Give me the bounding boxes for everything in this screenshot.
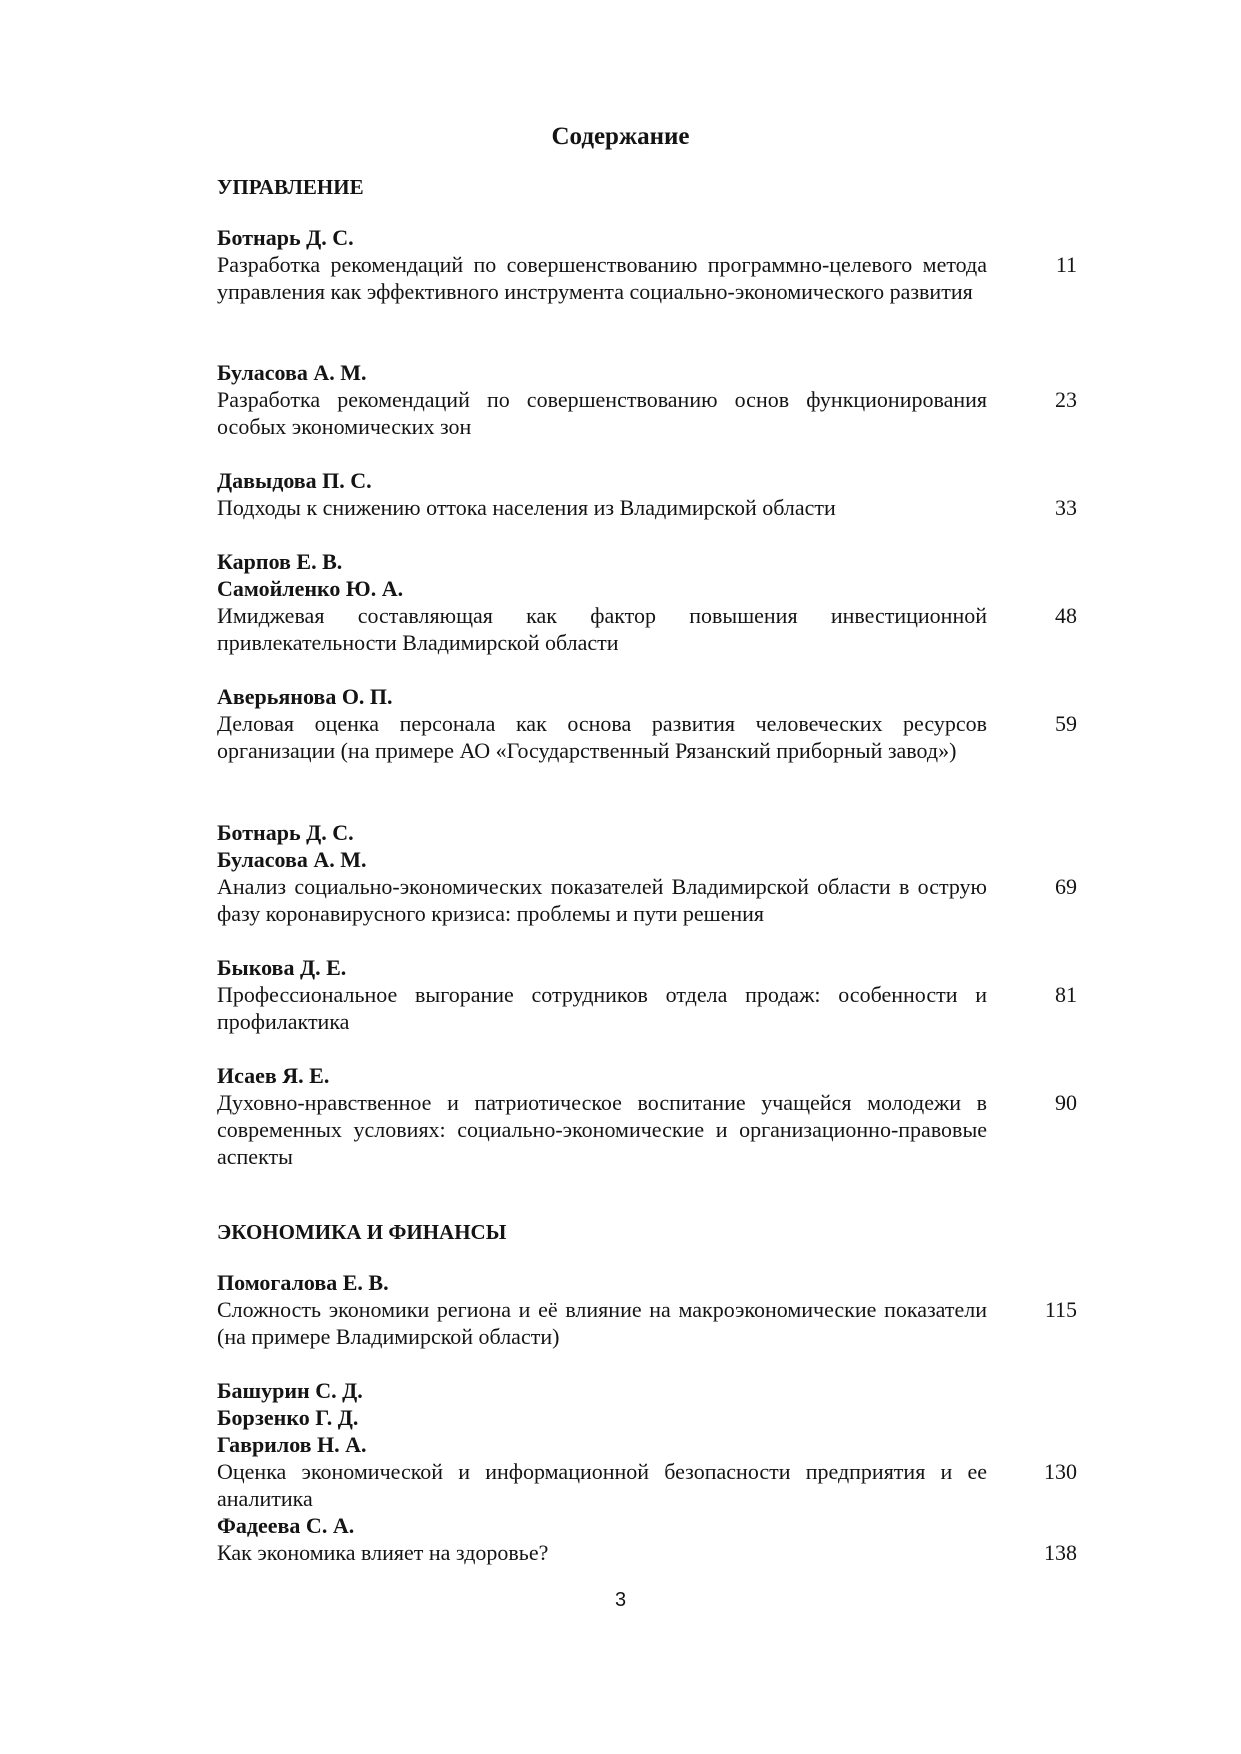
page-number-footer: 3 <box>614 1589 627 1611</box>
toc-entry[interactable] <box>217 1062 1077 1170</box>
toc-entry[interactable] <box>217 1269 1077 1350</box>
page-title: Содержание <box>551 123 690 150</box>
entry-page-number: 90 <box>1055 1090 1077 1115</box>
entry-title: Разработка рекомендаций по совершенствованию основ функционирования особых экономических зон <box>217 387 987 439</box>
toc-entry[interactable] <box>217 1512 1077 1566</box>
entry-page-number: 138 <box>1044 1540 1077 1565</box>
entry-page-number: 11 <box>1055 252 1077 277</box>
entry-title: Сложность экономики региона и её влияние на макроэкономические показатели (на примере Владимирской области) <box>217 1297 987 1349</box>
toc-entry[interactable] <box>217 224 1077 305</box>
entry-author: Самойленко Ю. А. <box>217 576 404 601</box>
entry-title: Духовно-нравственное и патриотическое воспитание учащейся молодежи в современных условиях: социально-экономические и организационно-правовые аспекты <box>217 1090 987 1169</box>
toc-entry[interactable] <box>217 1377 1077 1512</box>
entry-title: Деловая оценка персонала как основа развития человеческих ресурсов организации (на примере АО «Государственный Рязанский приборный завод») <box>217 711 987 763</box>
entry-author: Башурин С. Д. <box>217 1378 363 1403</box>
entry-page-number: 33 <box>1055 495 1077 520</box>
entry-author: Карпов Е. В. <box>217 549 343 574</box>
entry-title: Анализ социально-экономических показателей Владимирской области в острую фазу коронавирусного кризиса: проблемы и пути решения <box>217 874 987 926</box>
entry-author: Аверьянова О. П. <box>217 684 393 709</box>
entry-page-number: 59 <box>1055 711 1077 736</box>
entry-page-number: 130 <box>1044 1459 1077 1484</box>
entry-title: Как экономика влияет на здоровье? <box>217 1540 549 1565</box>
toc-entry[interactable] <box>217 954 1077 1035</box>
entry-author: Гаврилов Н. А. <box>217 1432 367 1457</box>
entry-author: Давыдова П. С. <box>217 468 372 493</box>
entry-author: Борзенко Г. Д. <box>217 1405 359 1430</box>
entry-title: Имиджевая составляющая как фактор повышения инвестиционной привлекательности Владимирской области <box>217 603 987 655</box>
entry-title: Подходы к снижению оттока населения из Владимирской области <box>217 495 836 520</box>
entry-author: Ботнарь Д. С. <box>217 225 354 250</box>
entry-page-number: 69 <box>1055 874 1077 899</box>
entry-page-number: 115 <box>1044 1297 1077 1322</box>
entry-author: Ботнарь Д. С. <box>217 820 354 845</box>
entry-title: Оценка экономической и информационной безопасности предприятия и ее аналитика <box>217 1459 987 1511</box>
section-heading-management: УПРАВЛЕНИЕ <box>217 175 364 199</box>
entry-title: Профессиональное выгорание сотрудников отдела продаж: особенности и профилактика <box>217 982 987 1034</box>
entry-author: Помогалова Е. В. <box>217 1270 389 1295</box>
toc-entry[interactable] <box>217 359 1077 440</box>
entry-page-number: 23 <box>1055 387 1077 412</box>
entry-page-number: 48 <box>1055 603 1077 628</box>
entry-author: Буласова А. М. <box>217 360 367 385</box>
entry-author: Быкова Д. Е. <box>217 955 347 980</box>
toc-entry[interactable] <box>217 819 1077 927</box>
toc-entry[interactable] <box>217 548 1077 656</box>
entry-author: Буласова А. М. <box>217 847 367 872</box>
toc-entry[interactable] <box>217 683 1077 764</box>
section-heading-economics-finance: ЭКОНОМИКА И ФИНАНСЫ <box>217 1220 507 1244</box>
entry-author: Фадеева С. А. <box>217 1513 355 1538</box>
entry-author: Исаев Я. Е. <box>217 1063 330 1088</box>
entry-title: Разработка рекомендаций по совершенствованию программно-целевого метода управления как эффективного инструмента социально-экономического развития <box>217 252 987 304</box>
entry-page-number: 81 <box>1055 982 1077 1007</box>
toc-entry[interactable] <box>217 467 1077 521</box>
